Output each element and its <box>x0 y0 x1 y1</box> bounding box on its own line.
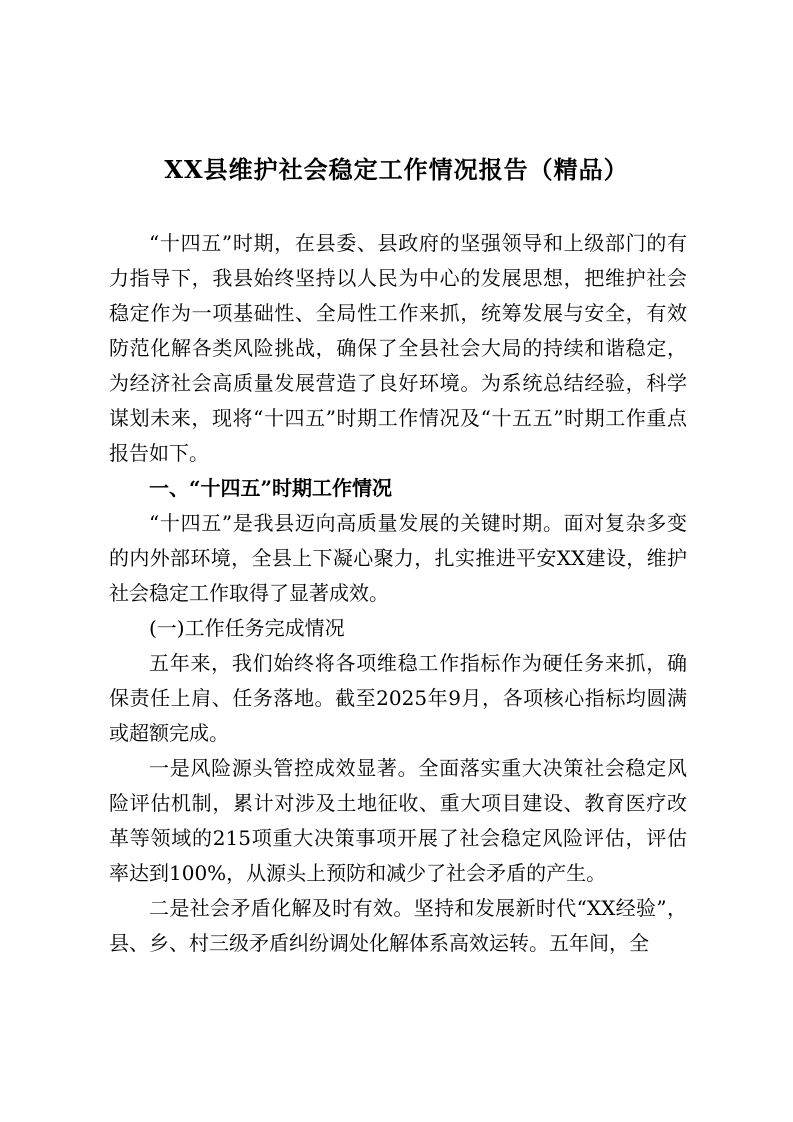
subsection-1-paragraph: 五年来，我们始终将各项维稳工作指标作为硬任务来抓，确保责任上肩、任务落地。截至2025年9月，各项核心指标均圆满或超额完成。 <box>109 651 687 745</box>
document-body <box>109 226 687 961</box>
section-heading-1: 一、“十四五”时期工作情况 <box>149 476 393 500</box>
section-1-paragraph: “十四五”是我县迈向高质量发展的关键时期。面对复杂多变的内外部环境，全县上下凝心聚力，扎实推进平安XX建设，维护社会稳定工作取得了显著成效。 <box>109 511 687 605</box>
intro-paragraph: “十四五”时期，在县委、县政府的坚强领导和上级部门的有力指导下，我县始终坚持以人民为中心的发展思想，把维护社会稳定作为一项基础性、全局性工作来抓，统筹发展与安全，有效防范化解各类风险挑战，确保了全县社会大局的持续和谐稳定，为经济社会高质量发展营造了良好环境。为系统总结经验，科学谋划未来，现将“十四五”时期工作情况及“十五五”时期工作重点报告如下。 <box>109 231 687 465</box>
point-2-paragraph: 二是社会矛盾化解及时有效。坚持和发展新时代“XX经验”，县、乡、村三级矛盾纠纷调处化解体系高效运转。五年间，全 <box>109 896 687 955</box>
point-1-paragraph: 一是风险源头管控成效显著。全面落实重大决策社会稳定风险评估机制，累计对涉及土地征收、重大项目建设、教育医疗改革等领域的215项重大决策事项开展了社会稳定风险评估，评估率达到100%，从源头上预防和减少了社会矛盾的产生。 <box>109 756 687 885</box>
document-title: XX县维护社会稳定工作情况报告（精品） <box>164 155 629 184</box>
subsection-heading-1: (一)工作任务完成情况 <box>149 616 345 640</box>
